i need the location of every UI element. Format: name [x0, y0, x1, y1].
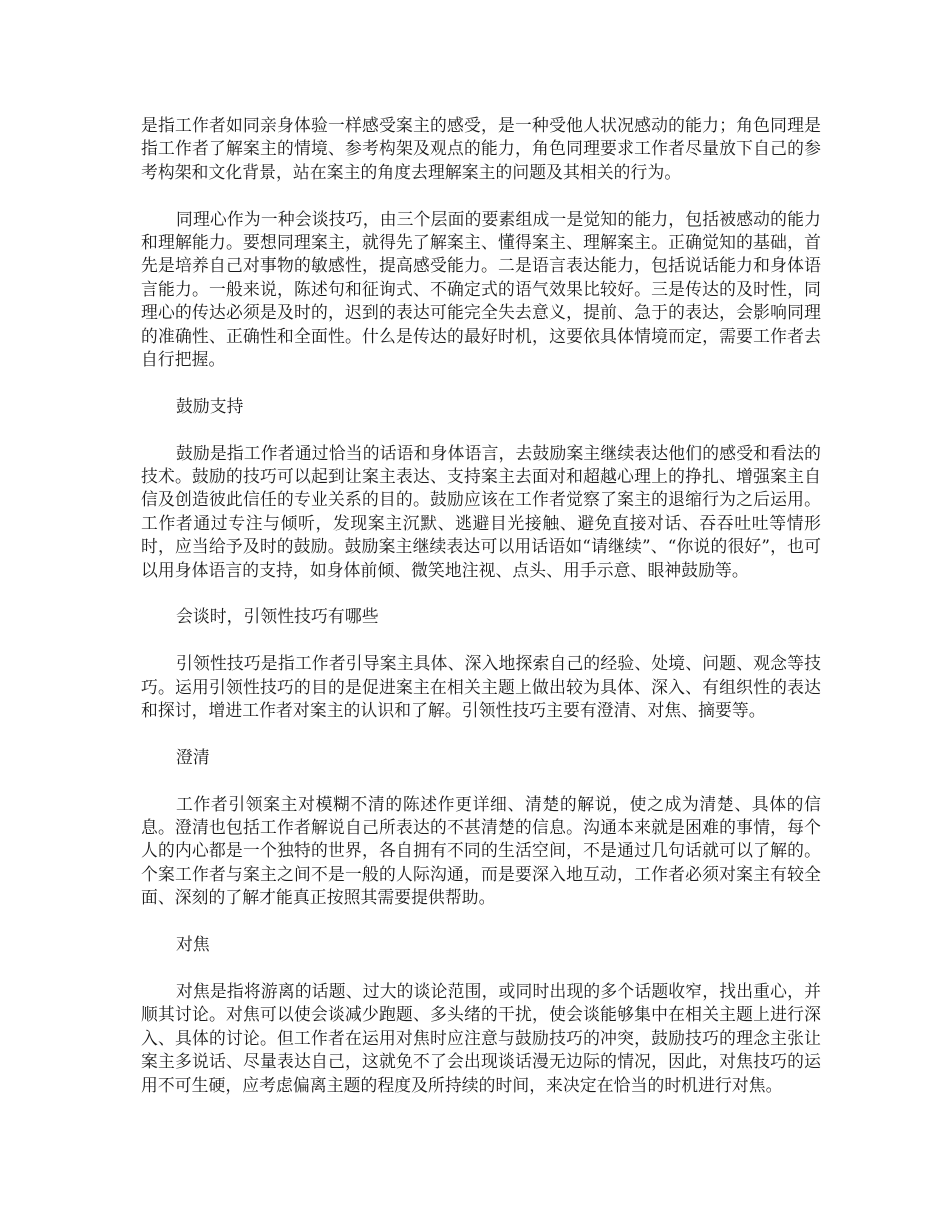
- document-page: [141, 114, 821, 1120]
- paragraph-encouragement: 鼓励是指工作者通过恰当的话语和身体语言，去鼓励案主继续表达他们的感受和看法的技术。鼓励的技巧可以起到让案主表达、支持案主去面对和超越心理上的挣扎、增强案主自信及创造彼此信任的专业关系的目的。鼓励应该在工作者觉察了案主的退缩行为之后运用。工作者通过专注与倾听，发现案主沉默、逃避目光接触、避免直接对话、吞吞吐吐等情形时，应当给予及时的鼓励。鼓励案主继续表达可以用话语如“请继续”、“你说的很好”，也可以用身体语言的支持，如身体前倾、微笑地注视、点头、用手示意、眼神鼓励等。: [141, 442, 821, 580]
- paragraph-empathy-skill: 同理心作为一种会谈技巧，由三个层面的要素组成一是觉知的能力，包括被感动的能力和理解能力。要想同理案主，就得先了解案主、懂得案主、理解案主。正确觉知的基础，首先是培养自己对事物的敏感性，提高感受能力。二是语言表达能力，包括说话能力和身体语言能力。一般来说，陈述句和征询式、不确定式的语气效果比较好。三是传达的及时性，同理心的传达必须是及时的，迟到的表达可能完全失去意义，提前、急于的表达，会影响同理的准确性、正确性和全面性。什么是传达的最好时机，这要依具体情境而定，需要工作者去自行把握。: [141, 208, 821, 370]
- section-heading-leading-skills: 会谈时，引领性技巧有哪些: [176, 606, 379, 627]
- section-heading-encouragement: 鼓励支持: [176, 395, 244, 416]
- section-heading-clarification: 澄清: [176, 746, 210, 767]
- paragraph-clarification: 工作者引领案主对模糊不清的陈述作更详细、清楚的解说，使之成为清楚、具体的信息。澄清也包括工作者解说自己所表达的不甚清楚的信息。沟通本来就是困难的事情，每个人的内心都是一个独特的世界，各自拥有不同的生活空间，不是通过几句话就可以了解的。个案工作者与案主之间不是一般的人际沟通，而是要深入地互动，工作者必须对案主有较全面、深刻的了解才能真正按照其需要提供帮助。: [141, 793, 821, 908]
- paragraph-role-empathy: 是指工作者如同亲身体验一样感受案主的感受，是一种受他人状况感动的能力；角色同理是指工作者了解案主的情境、参考构架及观点的能力，角色同理要求工作者尽量放下自己的参考构架和文化背景，站在案主的角度去理解案主的问题及其相关的行为。: [141, 115, 821, 182]
- paragraph-focusing: 对焦是指将游离的话题、过大的谈论范围，或同时出现的多个话题收窄，找出重心，并顺其讨论。对焦可以使会谈减少跑题、多头绪的干扰，使会谈能够集中在相关主题上进行深入、具体的讨论。但工作者在运用对焦时应注意与鼓励技巧的冲突，鼓励技巧的理念主张让案主多说话、尽量表达自己，这就免不了会出现谈话漫无边际的情况，因此，对焦技巧的运用不可生硬，应考虑偏离主题的程度及所持续的时间，来决定在恰当的时机进行对焦。: [141, 980, 821, 1095]
- section-heading-focusing: 对焦: [176, 934, 210, 955]
- paragraph-leading-skills: 引领性技巧是指工作者引导案主具体、深入地探索自己的经验、处境、问题、观念等技巧。运用引领性技巧的目的是促进案主在相关主题上做出较为具体、深入、有组织性的表达和探讨，增进工作者对案主的认识和了解。引领性技巧主要有澄清、对焦、摘要等。: [141, 653, 821, 721]
